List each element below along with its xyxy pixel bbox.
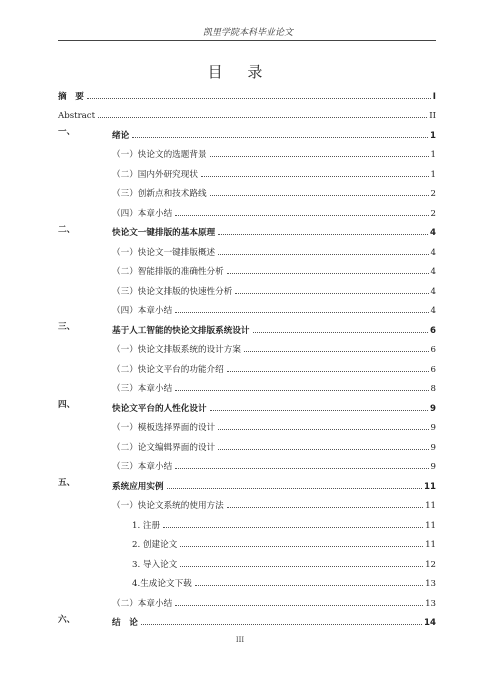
toc-dot-leader <box>180 558 423 567</box>
toc-chapter-number: 二、 <box>58 224 76 235</box>
toc-entry <box>58 377 436 397</box>
toc-chapter-number: 五、 <box>58 478 76 488</box>
toc-entry-page: 4 <box>430 247 436 258</box>
toc-dot-leader <box>218 441 428 450</box>
toc-entry-page: 6 <box>430 345 436 355</box>
toc-entry-title: （二）智能排版的准确性分析 <box>112 267 224 277</box>
toc-dot-leader <box>175 597 423 606</box>
toc-entry-title: 摘 要 <box>58 91 84 102</box>
toc-dot-leader <box>210 187 429 196</box>
toc-entry-page: 9 <box>430 403 436 414</box>
toc-chapter-number: 四、 <box>58 400 76 410</box>
toc-entry-title: （四）本章小结 <box>112 306 173 316</box>
toc-dot-leader <box>244 343 429 352</box>
toc-dot-leader <box>201 168 429 177</box>
toc-entry-title: （四）本章小结 <box>112 208 173 219</box>
toc-dot-leader <box>175 207 428 216</box>
toc-entry-title: 绪论 <box>112 130 130 141</box>
toc-entry <box>58 318 436 338</box>
toc-entry <box>58 299 436 319</box>
toc-entry-title: 系统应用实例 <box>112 481 164 492</box>
toc-chapter-number: 三、 <box>58 322 76 332</box>
toc-entry <box>58 84 436 104</box>
toc-entry <box>58 591 436 611</box>
header-rule <box>58 40 436 41</box>
toc-entry-page: 6 <box>430 325 436 336</box>
page-number: III <box>235 636 245 644</box>
toc-entry <box>58 260 436 280</box>
toc-entry-title: （二）本章小结 <box>112 598 173 609</box>
toc-dot-leader <box>235 285 428 294</box>
toc-entry-page: 1 <box>430 130 436 141</box>
toc-entry-page: 13 <box>425 598 436 609</box>
toc-entry <box>58 455 436 475</box>
toc-entry-title: （一）快论文一键排版概述 <box>112 247 216 258</box>
toc-dot-leader <box>218 226 428 235</box>
toc-entry-page: 4 <box>430 267 436 277</box>
toc-entry-title: （三）本章小结 <box>112 384 173 394</box>
toc-entry <box>58 533 436 553</box>
toc-dot-leader <box>218 421 428 430</box>
toc-entry-page: 11 <box>424 481 436 492</box>
toc-entry <box>58 552 436 572</box>
page-title: 目 录 <box>207 63 273 81</box>
toc-entry-page: 2 <box>430 208 436 219</box>
toc-dot-leader <box>227 499 423 508</box>
toc-dot-leader <box>227 363 429 372</box>
toc-entry-page: 2 <box>430 189 436 199</box>
toc-dot-leader <box>163 519 423 528</box>
toc-dot-leader <box>87 90 431 99</box>
toc-entry <box>58 513 436 533</box>
toc-entry-title: 3. 导入论文 <box>132 559 178 570</box>
toc-entry-page: 11 <box>425 520 436 531</box>
table-of-contents <box>58 84 436 630</box>
toc-entry-page: 14 <box>424 618 436 628</box>
toc-entry-title: （三）创新点和技术路线 <box>112 189 207 199</box>
toc-entry-page: 1 <box>430 169 436 180</box>
toc-entry <box>58 494 436 514</box>
toc-entry-title: 快论文一键排版的基本原理 <box>112 228 216 238</box>
toc-chapter-number: 一、 <box>58 127 76 137</box>
toc-entry <box>58 357 436 377</box>
toc-entry <box>58 474 436 494</box>
toc-dot-leader <box>253 324 429 333</box>
toc-entry-page: II <box>429 111 436 121</box>
toc-entry <box>58 396 436 416</box>
toc-entry-title: 基于人工智能的快论文排版系统设计 <box>112 325 250 336</box>
toc-entry-title: （二）快论文平台的功能介绍 <box>112 364 224 375</box>
toc-entry-page: 4 <box>430 228 436 238</box>
toc-entry <box>58 611 436 631</box>
toc-dot-leader <box>180 538 423 547</box>
toc-entry-title: （三）本章小结 <box>112 462 173 472</box>
running-header: 凯里学院本科毕业论文 <box>202 28 293 38</box>
toc-entry <box>58 104 436 124</box>
toc-dot-leader <box>141 616 422 625</box>
toc-entry-title: 快论文平台的人性化设计 <box>112 403 207 414</box>
toc-entry-page: 11 <box>425 501 436 511</box>
toc-entry-title: 结 论 <box>112 618 138 628</box>
toc-entry <box>58 182 436 202</box>
toc-entry <box>58 123 436 143</box>
toc-entry-page: 12 <box>425 559 436 570</box>
toc-entry <box>58 572 436 592</box>
toc-entry-page: 8 <box>430 384 436 394</box>
toc-entry-page: 9 <box>430 442 436 453</box>
toc-entry-title: （二）论文编辑界面的设计 <box>112 442 216 453</box>
toc-entry-page: I <box>432 91 436 102</box>
toc-dot-leader <box>98 109 427 118</box>
toc-entry-title: （二）国内外研究现状 <box>112 169 198 180</box>
toc-entry <box>58 221 436 241</box>
toc-dot-leader <box>175 382 428 391</box>
toc-chapter-number: 六、 <box>58 614 76 625</box>
toc-entry-page: 13 <box>425 579 436 589</box>
toc-entry-page: 6 <box>430 364 436 375</box>
toc-entry-title: （一）快论文排版系统的设计方案 <box>112 345 241 355</box>
toc-entry <box>58 338 436 358</box>
toc-entry <box>58 162 436 182</box>
toc-entry-title: （一）模板选择界面的设计 <box>112 423 216 433</box>
toc-entry-page: 9 <box>430 423 436 433</box>
toc-entry-title: 1. 注册 <box>132 520 161 531</box>
toc-entry-page: 4 <box>430 306 436 316</box>
toc-entry-title: 4.生成论文下载 <box>132 579 192 589</box>
toc-entry-title: （一）快论文系统的使用方法 <box>112 501 224 511</box>
toc-dot-leader <box>195 577 423 586</box>
toc-dot-leader <box>218 246 428 255</box>
toc-dot-leader <box>175 460 428 469</box>
toc-entry-title: Abstract <box>58 111 96 121</box>
toc-entry-page: 4 <box>430 286 436 297</box>
toc-dot-leader <box>227 265 429 274</box>
toc-dot-leader <box>210 402 428 411</box>
toc-entry <box>58 201 436 221</box>
toc-entry <box>58 416 436 436</box>
toc-entry <box>58 240 436 260</box>
toc-dot-leader <box>175 304 428 313</box>
toc-entry-title: （三）快论文排版的快速性分析 <box>112 286 233 297</box>
toc-dot-leader <box>210 148 429 157</box>
toc-entry-page: 9 <box>430 462 436 472</box>
toc-entry-title: （一）快论文的选题背景 <box>112 150 207 160</box>
toc-dot-leader <box>167 480 422 489</box>
toc-entry <box>58 143 436 163</box>
toc-entry-title: 2. 创建论文 <box>132 540 178 550</box>
toc-entry <box>58 435 436 455</box>
toc-entry <box>58 279 436 299</box>
toc-entry-page: 1 <box>430 150 436 160</box>
toc-dot-leader <box>132 129 428 138</box>
toc-entry-page: 11 <box>425 540 436 550</box>
